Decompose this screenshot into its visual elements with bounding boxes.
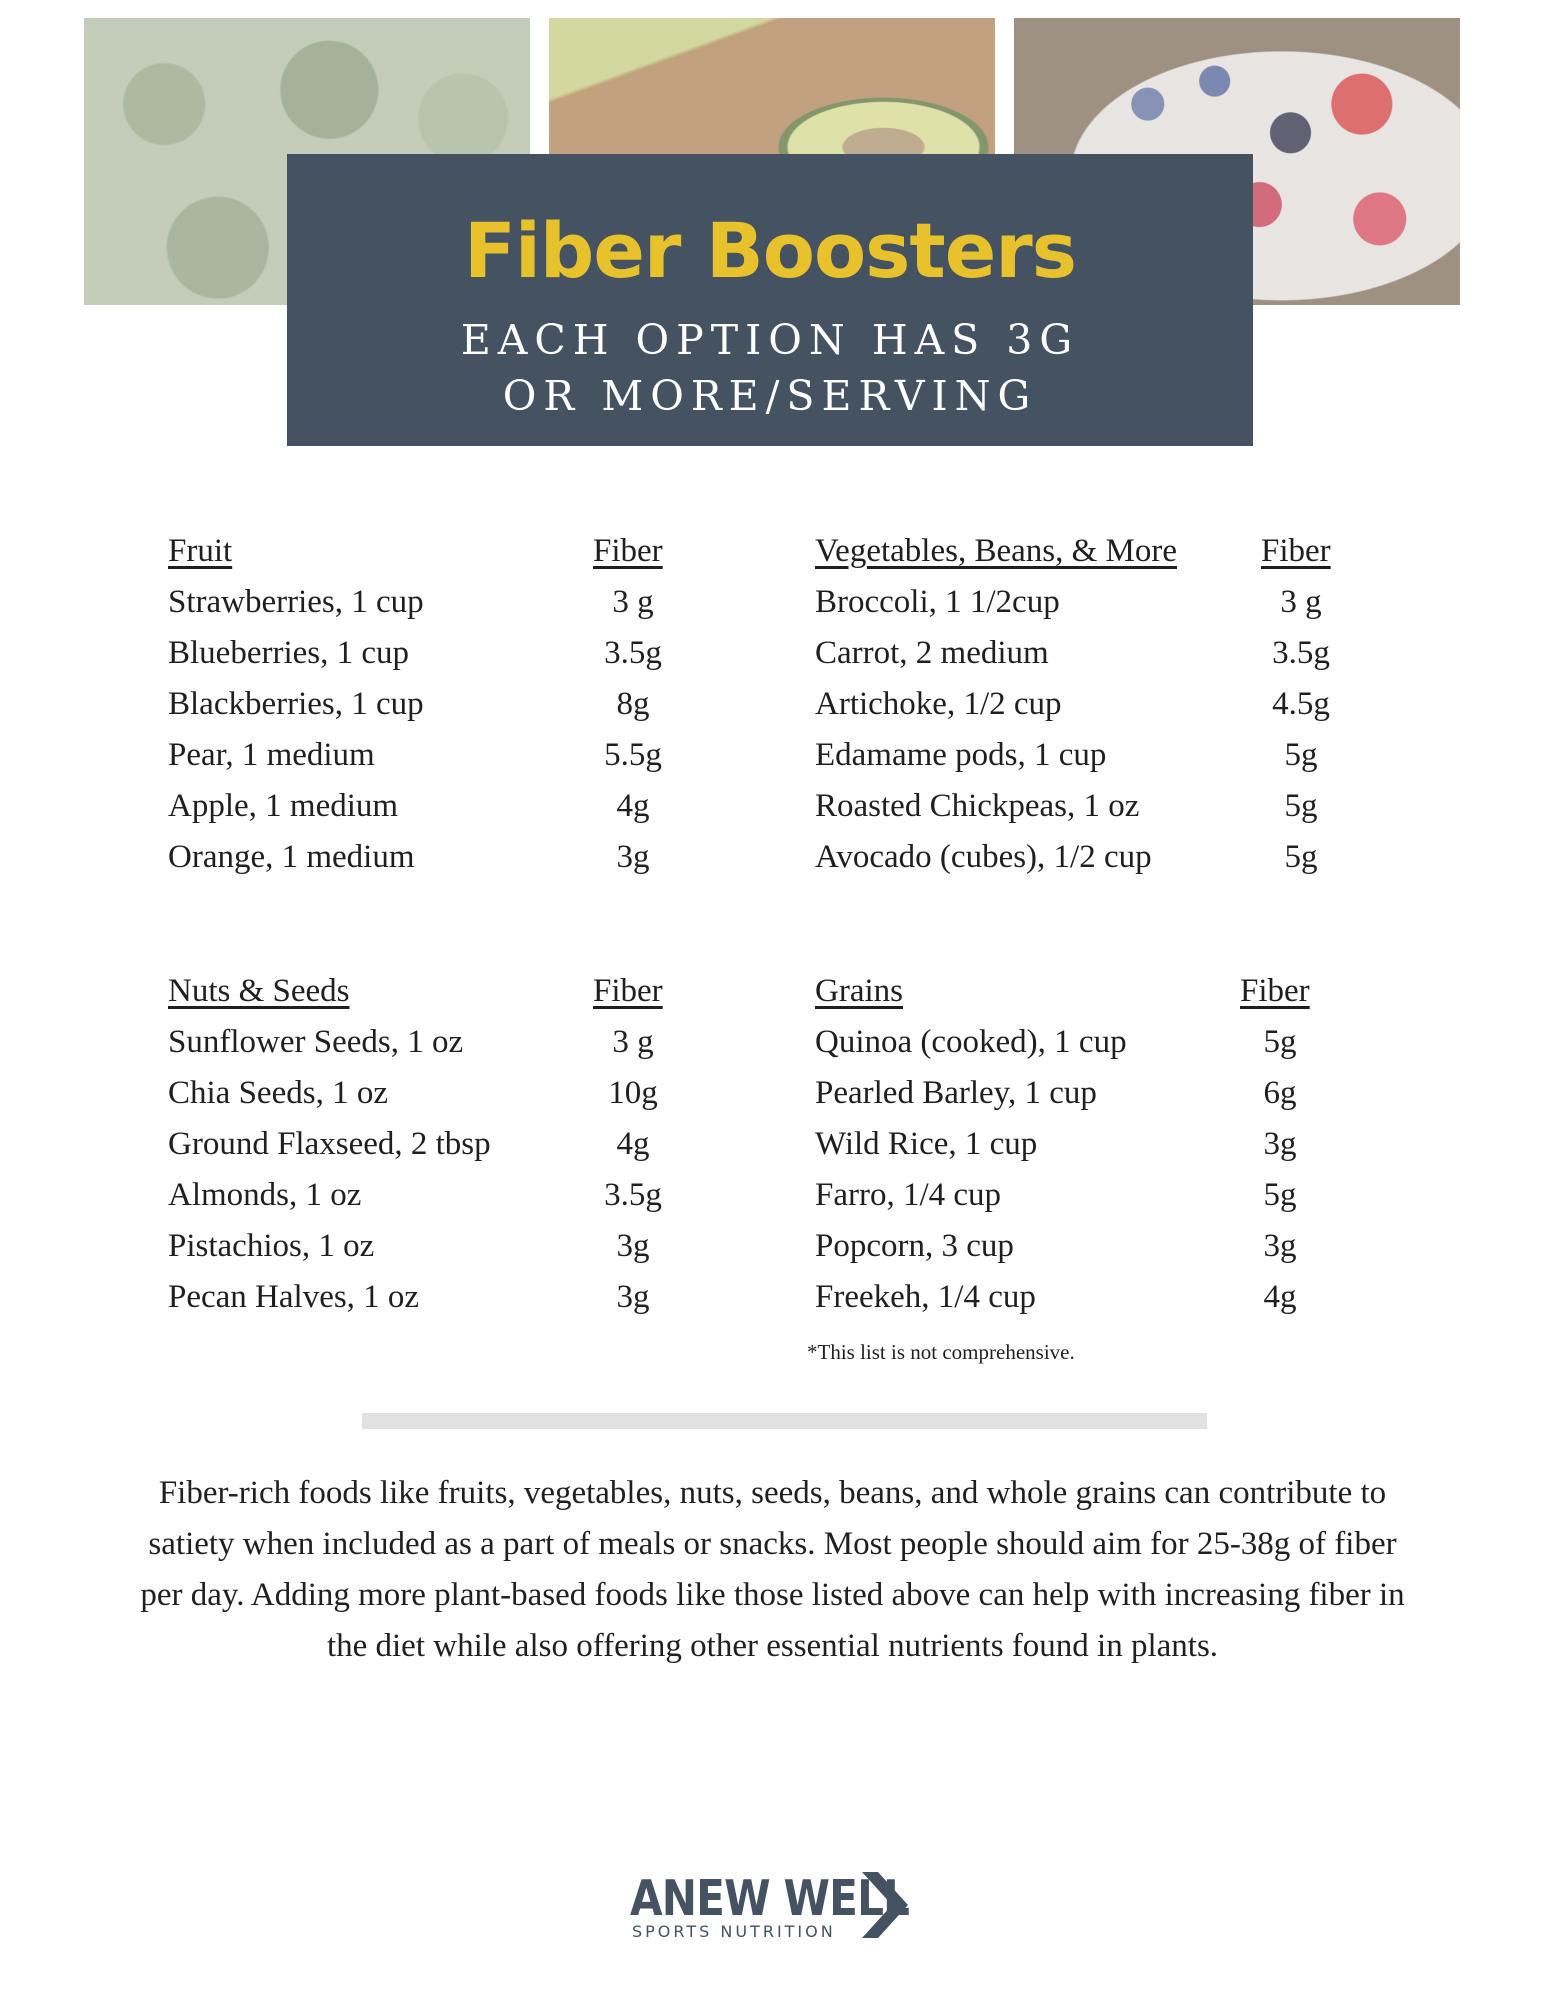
chevron-right-icon: [862, 1872, 908, 1938]
fiber-value: 3 g: [612, 584, 654, 620]
fiber-heading: Fiber: [1261, 533, 1331, 569]
fiber-value: 3g: [616, 1279, 650, 1315]
food-item: Blackberries, 1 cup: [168, 686, 424, 722]
fiber-value: 3g: [616, 839, 650, 875]
fiber-value: 8g: [616, 686, 650, 722]
food-item: Strawberries, 1 cup: [168, 584, 424, 620]
fiber-value: 5g: [1263, 1024, 1297, 1060]
fiber-value: 3 g: [612, 1024, 654, 1060]
food-item: Roasted Chickpeas, 1 oz: [815, 788, 1140, 824]
food-item: Pear, 1 medium: [168, 737, 375, 773]
food-item: Ground Flaxseed, 2 tbsp: [168, 1126, 491, 1162]
food-item: Wild Rice, 1 cup: [815, 1126, 1038, 1162]
grains-section: [815, 973, 1415, 1333]
logo-tagline: SPORTS NUTRITION: [632, 1922, 836, 1941]
food-item: Blueberries, 1 cup: [168, 635, 410, 671]
fiber-value: 10g: [608, 1075, 658, 1111]
food-item: Artichoke, 1/2 cup: [815, 686, 1062, 722]
logo-name: ANEW WELL: [630, 1870, 910, 1927]
food-item: Broccoli, 1 1/2cup: [815, 584, 1060, 620]
vegetables-section: [815, 533, 1415, 893]
food-item: Pearled Barley, 1 cup: [815, 1075, 1097, 1111]
fiber-value: 3g: [1263, 1126, 1297, 1162]
fiber-value: 3g: [616, 1228, 650, 1264]
fiber-value: 5g: [1284, 788, 1318, 824]
divider: [362, 1413, 1207, 1429]
fiber-value: 3.5g: [604, 635, 662, 671]
fiber-value: 3 g: [1280, 584, 1322, 620]
fiber-heading: Fiber: [593, 533, 663, 569]
brand-logo: [630, 1870, 920, 1940]
fiber-value: 3.5g: [1272, 635, 1330, 671]
food-item: Pistachios, 1 oz: [168, 1228, 375, 1264]
food-item: Carrot, 2 medium: [815, 635, 1049, 671]
fiber-value: 4g: [1263, 1279, 1297, 1315]
food-item: Orange, 1 medium: [168, 839, 415, 875]
page-subtitle: EACH OPTION HAS 3G OR MORE/SERVING: [460, 316, 1080, 420]
fiber-heading: Fiber: [593, 973, 663, 1009]
food-item: Pecan Halves, 1 oz: [168, 1279, 420, 1315]
food-item: Freekeh, 1/4 cup: [815, 1279, 1036, 1315]
food-item: Quinoa (cooked), 1 cup: [815, 1024, 1127, 1060]
section-heading: Fruit: [168, 533, 233, 569]
section-heading: Grains: [815, 973, 903, 1009]
food-item: Almonds, 1 oz: [168, 1177, 362, 1213]
food-item: Edamame pods, 1 cup: [815, 737, 1107, 773]
fiber-value: 3.5g: [604, 1177, 662, 1213]
fiber-value: 5g: [1284, 737, 1318, 773]
food-item: Apple, 1 medium: [168, 788, 399, 824]
food-item: Avocado (cubes), 1/2 cup: [815, 839, 1152, 875]
food-item: Farro, 1/4 cup: [815, 1177, 1002, 1213]
nuts-seeds-section: [168, 973, 728, 1333]
fiber-value: 4.5g: [1272, 686, 1330, 722]
section-heading: Vegetables, Beans, & More: [815, 533, 1177, 569]
info-paragraph: Fiber-rich foods like fruits, vegetables, nuts, seeds, beans, and whole grains can contribute to satiety when included as a part of meals or snacks. Most people should aim for 25-38g of fiber per day. Adding more plant-based foods like those listed above can help with increasing fiber in the diet while also offering other essential nutrients found in plants.: [140, 1475, 1405, 1664]
fiber-value: 5g: [1263, 1177, 1297, 1213]
fiber-value: 4g: [616, 788, 650, 824]
section-heading: Nuts & Seeds: [168, 973, 350, 1009]
fiber-value: 5.5g: [604, 737, 662, 773]
fiber-value: 3g: [1263, 1228, 1297, 1264]
food-item: Popcorn, 3 cup: [815, 1228, 1014, 1264]
fruit-section: [168, 533, 728, 893]
fiber-heading: Fiber: [1240, 973, 1310, 1009]
page-title: Fiber Boosters: [463, 206, 1077, 295]
fiber-value: 5g: [1284, 839, 1318, 875]
fiber-value: 6g: [1263, 1075, 1297, 1111]
food-item: Chia Seeds, 1 oz: [168, 1075, 388, 1111]
food-item: Sunflower Seeds, 1 oz: [168, 1024, 464, 1060]
disclaimer-note: *This list is not comprehensive.: [807, 1340, 1075, 1364]
fiber-value: 4g: [616, 1126, 650, 1162]
title-panel: [287, 154, 1253, 446]
